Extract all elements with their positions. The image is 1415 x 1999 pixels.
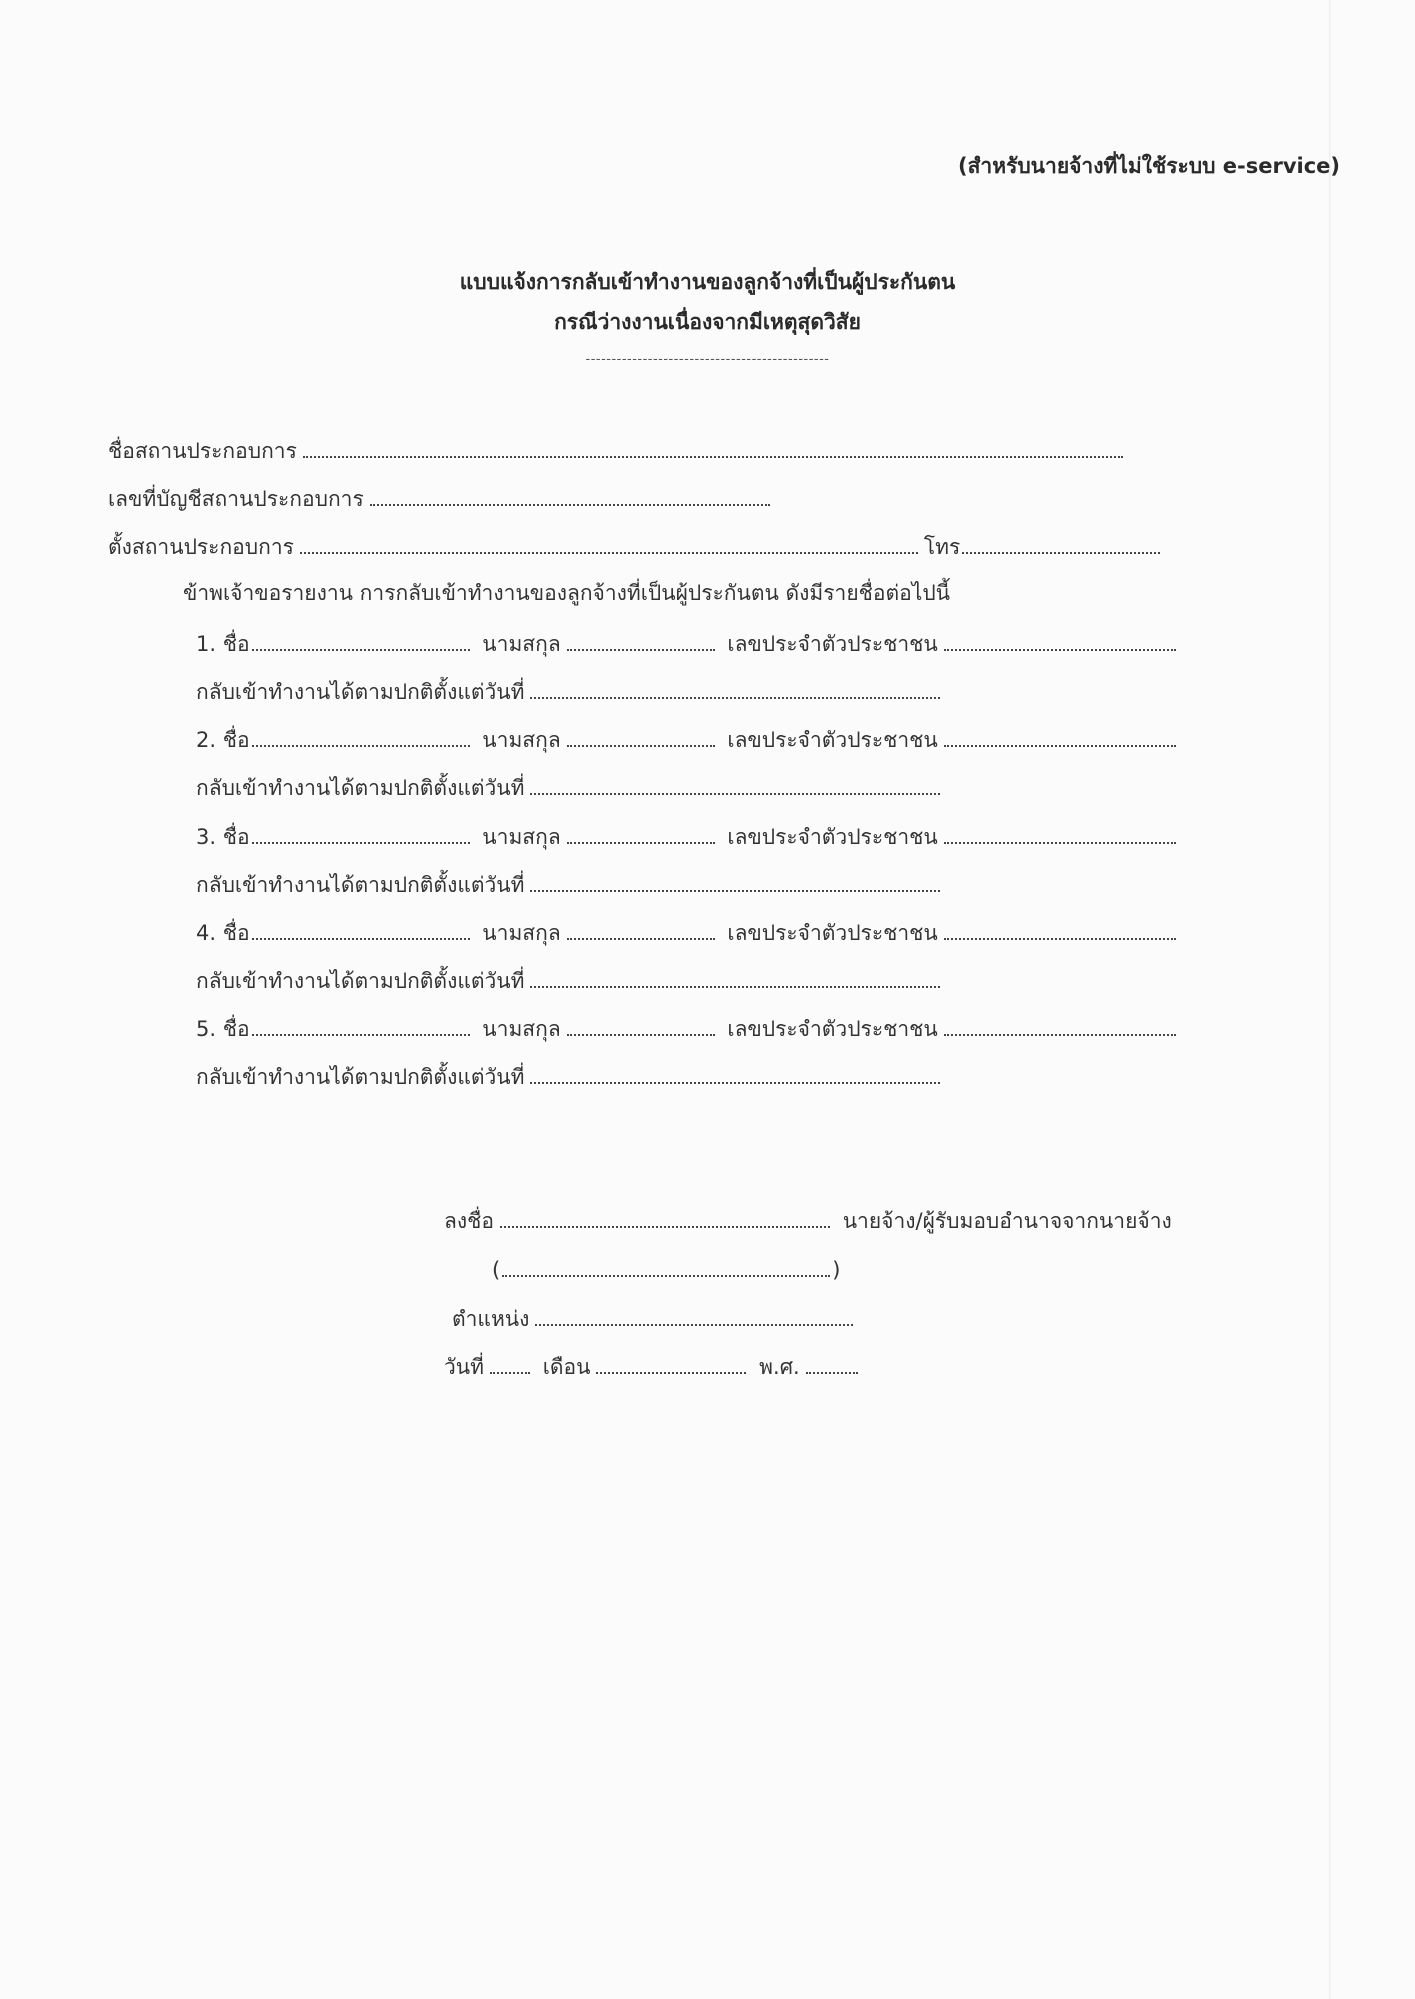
position-label: ตำแหน่ง bbox=[452, 1307, 530, 1331]
employee-4-id-input[interactable] bbox=[944, 916, 1176, 940]
employee-1-name-input[interactable] bbox=[252, 627, 470, 651]
employee-5-return-date-input[interactable] bbox=[530, 1060, 940, 1084]
employee-1-id-input[interactable] bbox=[944, 627, 1176, 651]
employee-4-row bbox=[196, 916, 1182, 948]
date-label: วันที่ bbox=[444, 1355, 484, 1379]
employee-3-row bbox=[196, 820, 1182, 852]
year-input[interactable] bbox=[806, 1350, 858, 1374]
signature-row bbox=[444, 1204, 1172, 1236]
day-input[interactable] bbox=[490, 1350, 530, 1374]
employee-4-return-row bbox=[196, 964, 946, 996]
establishment-name-input[interactable] bbox=[303, 434, 1123, 458]
return-label: กลับเข้าทำงานได้ตามปกติตั้งแต่วันที่ bbox=[196, 680, 525, 704]
employee-number: 5. bbox=[196, 1017, 217, 1041]
employee-5-name-input[interactable] bbox=[252, 1012, 470, 1036]
employee-2-name-input[interactable] bbox=[252, 723, 470, 747]
phone-label: โทร bbox=[923, 535, 961, 559]
employee-4-name-input[interactable] bbox=[252, 916, 470, 940]
name-label: ชื่อ bbox=[222, 921, 250, 945]
employee-number: 4. bbox=[196, 921, 217, 945]
location-label: ตั้งสถานประกอบการ bbox=[108, 535, 294, 559]
form-title: แบบแจ้งการกลับเข้าทำงานของลูกจ้างที่เป็นผู้ประกันตน bbox=[459, 270, 956, 294]
employee-2-return-date-input[interactable] bbox=[530, 771, 940, 795]
month-label: เดือน bbox=[542, 1355, 591, 1379]
year-label: พ.ศ. bbox=[759, 1355, 800, 1379]
account-number-field bbox=[108, 482, 776, 514]
page-edge bbox=[1329, 0, 1331, 1999]
surname-label: นามสกุล bbox=[482, 825, 561, 849]
name-label: ชื่อ bbox=[222, 1017, 250, 1041]
surname-label: นามสกุล bbox=[482, 632, 561, 656]
employee-3-return-row bbox=[196, 868, 946, 900]
position-row bbox=[452, 1302, 859, 1334]
employee-1-return-date-input[interactable] bbox=[530, 675, 940, 699]
account-number-input[interactable] bbox=[370, 482, 770, 506]
employee-2-id-input[interactable] bbox=[944, 723, 1176, 747]
sign-label: ลงชื่อ bbox=[444, 1209, 494, 1233]
employee-number: 3. bbox=[196, 825, 217, 849]
return-label: กลับเข้าทำงานได้ตามปกติตั้งแต่วันที่ bbox=[196, 1065, 525, 1089]
id-label: เลขประจำตัวประชาชน bbox=[727, 1017, 938, 1041]
employee-5-return-row bbox=[196, 1060, 946, 1092]
position-input[interactable] bbox=[535, 1302, 853, 1326]
form-subtitle: กรณีว่างงานเนื่องจากมีเหตุสุดวิสัย bbox=[554, 310, 861, 334]
paren-close: ) bbox=[832, 1258, 841, 1282]
employee-1-return-row bbox=[196, 675, 946, 707]
id-label: เลขประจำตัวประชาชน bbox=[727, 825, 938, 849]
paren-open: ( bbox=[492, 1258, 501, 1282]
employee-4-return-date-input[interactable] bbox=[530, 964, 940, 988]
location-field bbox=[108, 530, 1166, 562]
employee-3-surname-input[interactable] bbox=[567, 820, 715, 844]
establishment-name-label: ชื่อสถานประกอบการ bbox=[108, 439, 297, 463]
name-label: ชื่อ bbox=[222, 728, 250, 752]
employee-2-row bbox=[196, 723, 1182, 755]
employee-5-row bbox=[196, 1012, 1182, 1044]
signature-input[interactable] bbox=[500, 1204, 830, 1228]
employee-1-surname-input[interactable] bbox=[567, 627, 715, 651]
surname-label: นามสกุล bbox=[482, 921, 561, 945]
employee-1-row bbox=[196, 627, 1182, 659]
location-input[interactable] bbox=[300, 530, 918, 554]
return-label: กลับเข้าทำงานได้ตามปกติตั้งแต่วันที่ bbox=[196, 969, 525, 993]
name-label: ชื่อ bbox=[222, 632, 250, 656]
surname-label: นามสกุล bbox=[482, 1017, 561, 1041]
title-underline: ----------------------------------------------- bbox=[585, 352, 830, 367]
employee-5-id-input[interactable] bbox=[944, 1012, 1176, 1036]
id-label: เลขประจำตัวประชาชน bbox=[727, 728, 938, 752]
employee-5-surname-input[interactable] bbox=[567, 1012, 715, 1036]
printed-name-input[interactable] bbox=[502, 1253, 830, 1277]
employee-2-return-row bbox=[196, 771, 946, 803]
phone-input[interactable] bbox=[962, 530, 1160, 554]
employee-3-return-date-input[interactable] bbox=[530, 868, 940, 892]
surname-label: นามสกุล bbox=[482, 728, 561, 752]
signer-role: นายจ้าง/ผู้รับมอบอำนาจจากนายจ้าง bbox=[842, 1209, 1172, 1233]
employee-3-id-input[interactable] bbox=[944, 820, 1176, 844]
name-label: ชื่อ bbox=[222, 825, 250, 849]
employee-number: 1. bbox=[196, 632, 217, 656]
account-number-label: เลขที่บัญชีสถานประกอบการ bbox=[108, 487, 364, 511]
intro-text: ข้าพเจ้าขอรายงาน การกลับเข้าทำงานของลูกจ้างที่เป็นผู้ประกันตน ดังมีรายชื่อต่อไปนี้ bbox=[183, 581, 951, 605]
employee-4-surname-input[interactable] bbox=[567, 916, 715, 940]
employee-2-surname-input[interactable] bbox=[567, 723, 715, 747]
eservice-note: (สำหรับนายจ้างที่ไม่ใช้ระบบ e-service) bbox=[958, 154, 1340, 178]
return-label: กลับเข้าทำงานได้ตามปกติตั้งแต่วันที่ bbox=[196, 873, 525, 897]
employee-3-name-input[interactable] bbox=[252, 820, 470, 844]
month-input[interactable] bbox=[596, 1350, 746, 1374]
employee-number: 2. bbox=[196, 728, 217, 752]
id-label: เลขประจำตัวประชาชน bbox=[727, 921, 938, 945]
id-label: เลขประจำตัวประชาชน bbox=[727, 632, 938, 656]
establishment-name-field bbox=[108, 434, 1129, 466]
return-label: กลับเข้าทำงานได้ตามปกติตั้งแต่วันที่ bbox=[196, 776, 525, 800]
printed-name-row bbox=[492, 1253, 840, 1285]
date-row bbox=[444, 1350, 864, 1382]
